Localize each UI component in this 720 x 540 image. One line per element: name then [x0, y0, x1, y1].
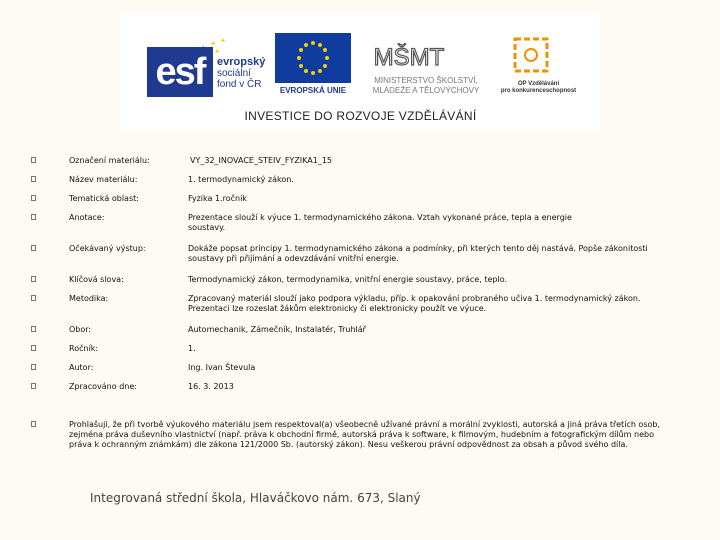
meta-label: Zpracováno dne:	[69, 382, 137, 391]
meta-value: 1.	[188, 344, 196, 353]
meta-label: Obor:	[69, 325, 92, 334]
meta-value: Fyzika 1.ročník	[188, 194, 247, 203]
esf-line-2: sociální	[217, 68, 251, 79]
meta-label: Anotace:	[69, 213, 105, 222]
bullet-icon	[31, 245, 36, 251]
bullet-icon	[31, 345, 36, 351]
bullet-icon	[31, 383, 36, 389]
bullet-icon	[31, 214, 36, 220]
meta-label: Ročník:	[69, 344, 99, 353]
bullet-icon	[31, 276, 36, 282]
meta-value: Ing. Ivan Števula	[188, 363, 256, 372]
meta-label: Klíčová slova:	[69, 275, 124, 284]
op-caption-line-1: OP Vzdělávání	[517, 81, 560, 87]
msmt-caption-line-2: MLÁDEŽE A TĚLOVÝCHOVY	[372, 86, 480, 95]
meta-label: Název materiálu:	[69, 175, 138, 184]
bullet-icon	[31, 157, 36, 163]
eu-logo	[275, 33, 351, 103]
op-caption	[491, 81, 586, 95]
meta-label: Označení materiálu:	[69, 156, 150, 165]
declaration-text: Prohlašuji, že při tvorbě výukového materiálu jsem respektoval(a) všeobecně užívané právní a morální zvyklosti, autorská a jiná práva třetích osob, zejména práva duševního vlastnictví (např. práva k obchodní firmě, autorská práva k software, k filmovým, hudebním a fotografickým dílům nebo práva k ochranným známkám) dle zákona 121/2000 Sb. (autorský zákon). Nesu veškerou právní odpovědnost za obsah a původ svého díla.	[69, 420, 661, 449]
eu-flag-icon	[275, 33, 351, 83]
op-logo	[491, 35, 581, 107]
bullet-icon	[31, 176, 36, 182]
bullet-icon	[31, 195, 36, 201]
msmt-mark-icon	[373, 31, 445, 77]
meta-label: Metodika:	[69, 294, 109, 303]
meta-value: Automechanik, Zámečník, Instalatér, Truhlář	[188, 325, 366, 334]
bullet-icon	[31, 326, 36, 332]
esf-mark: esf	[147, 47, 213, 97]
op-vzdelavani-icon	[511, 35, 551, 75]
meta-value: Dokáže popsat principy 1. termodynamického zákona a podmínky, při kterých tento děj nastává. Popše zákonitosti soustavy při přijímání a odevzdávání vnitřní energie.	[188, 244, 648, 263]
esf-logo	[147, 33, 272, 107]
banner-title: INVESTICE DO ROZVOJE VZDĚLÁVÁNÍ	[244, 109, 477, 123]
school-footer: Integrovaná střední škola, Hlaváčkovo nám. 673, Slaný	[90, 491, 421, 505]
meta-value: VY_32_INOVACE_STEIV_FYZIKA1_15	[190, 156, 332, 165]
logo-banner	[121, 13, 600, 130]
esf-line-3: fond v ČR	[217, 79, 262, 90]
svg-text:MŠMT: MŠMT	[373, 44, 445, 71]
meta-value: 16. 3. 2013	[188, 382, 234, 391]
esf-line-1: evropský	[217, 56, 266, 68]
esf-text	[217, 57, 277, 90]
meta-value: Termodynamický zákon, termodynamika, vnitřní energie soustavy, práce, teplo.	[188, 275, 507, 284]
eu-caption: EVROPSKÁ UNIE	[279, 86, 347, 95]
bullet-icon	[31, 364, 36, 370]
meta-label: Tematická oblast:	[69, 194, 139, 203]
meta-value: Zpracovaný materiál slouží jako podpora výkladu, příp. k opakování probraného učiva 1. termodynamický zákon. Prezentaci lze rozeslat žákům elektronicky či elektronicky použít ve výuce.	[188, 294, 641, 313]
msmt-logo	[361, 31, 481, 111]
meta-label: Autor:	[69, 363, 94, 372]
op-caption-line-2: pro konkurenceschopnost	[500, 88, 577, 94]
bullet-icon	[31, 295, 36, 301]
meta-value: 1. termodynamický zákon.	[188, 175, 294, 184]
msmt-caption	[361, 76, 491, 96]
msmt-caption-line-1: MINISTERSTVO ŠKOLSTVÍ,	[374, 76, 478, 85]
meta-label: Očekávaný výstup:	[69, 244, 146, 253]
bullet-icon	[31, 421, 36, 427]
meta-value: Prezentace slouží k výuce 1. termodynamického zákona. Vztah vykonané práce, tepla a energie soustavy.	[188, 213, 572, 232]
